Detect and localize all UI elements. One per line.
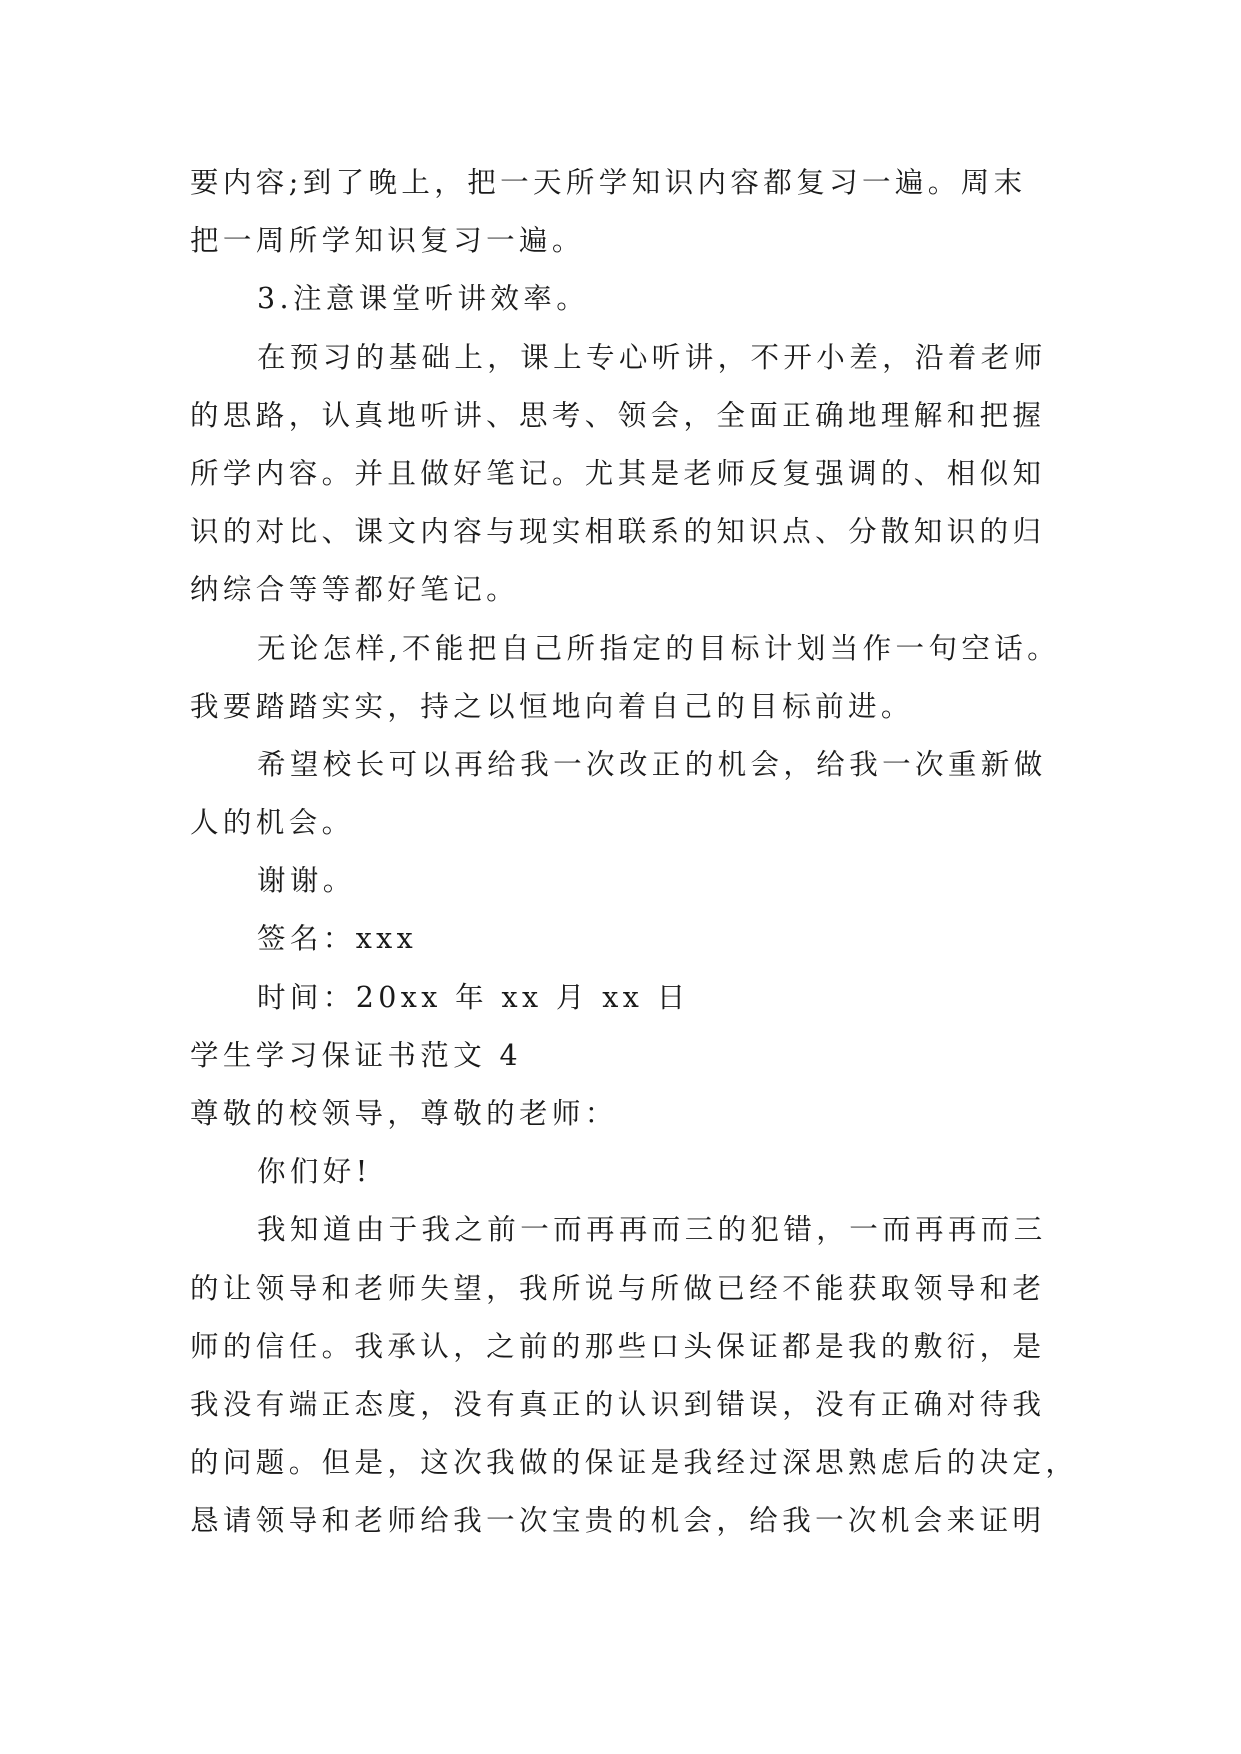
body-line: 我知道由于我之前一而再再而三的犯错，一而再再而三 (257, 1213, 1047, 1247)
body-line: 所学内容。并且做好笔记。尤其是老师反复强调的、相似知 (190, 456, 1046, 490)
greeting: 你们好! (257, 1155, 372, 1189)
section-heading: 3.注意课堂听讲效率。 (257, 282, 590, 316)
document-body (190, 154, 1079, 1551)
body-line: 师的信任。我承认，之前的那些口头保证都是我的敷衍，是 (190, 1329, 1046, 1363)
body-line: 我没有端正态度，没有真正的认识到错误，没有正确对待我 (190, 1387, 1046, 1421)
body-line: 人的机会。 (190, 806, 355, 840)
body-line: 恳请领导和老师给我一次宝贵的机会，给我一次机会来证明 (190, 1504, 1046, 1538)
document-title: 学生学习保证书范文 4 (190, 1038, 523, 1072)
body-line: 的让领导和老师失望，我所说与所做已经不能获取领导和老 (190, 1271, 1046, 1305)
date-line: 时间：20xx 年 xx 月 xx 日 (257, 980, 690, 1014)
body-line: 在预习的基础上，课上专心听讲，不开小差，沿着老师 (257, 340, 1047, 374)
body-line: 的思路，认真地听讲、思考、领会，全面正确地理解和把握 (190, 398, 1046, 432)
body-line: 把一周所学知识复习一遍。 (190, 224, 585, 258)
signature-line: 签名：xxx (257, 922, 418, 956)
body-line: 识的对比、课文内容与现实相联系的知识点、分散知识的归 (190, 515, 1046, 549)
body-line: 要内容;到了晚上，把一天所学知识内容都复习一遍。周末 (190, 166, 1027, 199)
body-line: 希望校长可以再给我一次改正的机会，给我一次重新做 (257, 747, 1047, 781)
body-line: 无论怎样,不能把自己所指定的目标计划当作一句空话。 (257, 631, 1061, 665)
body-line: 我要踏踏实实，持之以恒地向着自己的目标前进。 (190, 689, 914, 723)
closing-thanks: 谢谢。 (257, 864, 356, 898)
body-line: 的问题。但是，这次我做的保证是我经过深思熟虑后的决定， (190, 1446, 1079, 1480)
body-line: 纳综合等等都好笔记。 (190, 573, 520, 607)
salutation: 尊敬的校领导，尊敬的老师： (190, 1097, 618, 1130)
